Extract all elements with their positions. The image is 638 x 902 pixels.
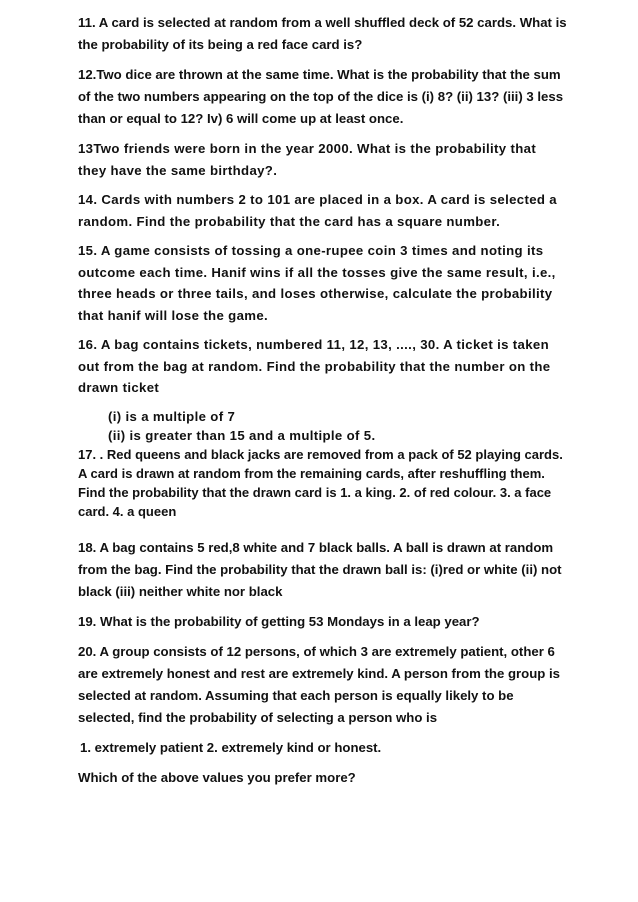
question-13: 13Two friends were born in the year 2000. What is the probability that they have the same birthday?. — [78, 141, 537, 178]
question-18: 18. A bag contains 5 red,8 white and 7 black balls. A ball is drawn at random from the bag. Find the probability that the drawn ball is: (i)red or white (ii) not black (iii) neither white nor black — [78, 539, 562, 599]
document-page — [78, 12, 568, 797]
question-11: 11. A card is selected at random from a well shuffled deck of 52 cards. What is the probability of its being a red face card is? — [78, 15, 567, 52]
question-15: 15. A game consists of tossing a one-rupee coin 3 times and noting its outcome each time. Hanif wins if all the tosses give the same result, i.e., three heads or three tails, and loses otherwise, calculate the probability that hanif will lose the game. — [78, 243, 556, 323]
question-12: 12.Two dice are thrown at the same time. What is the probability that the sum of the two numbers appearing on the top of the dice is (i) 8? (ii) 13? (iii) 3 less than or equal to 12? Iv) 6 will come up at least once. — [78, 67, 564, 126]
spacer — [78, 521, 568, 537]
question-16: 16. A bag contains tickets, numbered 11, 12, 13, ...., 30. A ticket is taken out from the bag at random. Find the probability that the number on the drawn ticket — [78, 337, 551, 395]
question-20-options: 1. extremely patient 2. extremely kind or honest. — [80, 739, 382, 755]
question-20-followup: Which of the above values you prefer more? — [78, 769, 356, 785]
question-16-part-i: (i) is a multiple of 7 — [108, 408, 236, 424]
question-17: 17. . Red queens and black jacks are removed from a pack of 52 playing cards. A card is drawn at random from the remaining cards, after reshuffling them. Find the probability that the drawn card is 1. a king. 2. of red colour. 3. a face card. 4. a queen — [78, 446, 563, 519]
question-14: 14. Cards with numbers 2 to 101 are placed in a box. A card is selected a random. Find the probability that the card has a square number. — [78, 192, 557, 229]
question-16-part-ii: (ii) is greater than 15 and a multiple of 5. — [108, 427, 376, 443]
question-20: 20. A group consists of 12 persons, of which 3 are extremely patient, other 6 are extremely honest and rest are extremely kind. A person from the group is selected at random. Assuming that each person is equally likely to be selected, find the probability of selecting a person who is — [78, 643, 560, 725]
question-19: 19. What is the probability of getting 53 Mondays in a leap year? — [78, 613, 480, 629]
